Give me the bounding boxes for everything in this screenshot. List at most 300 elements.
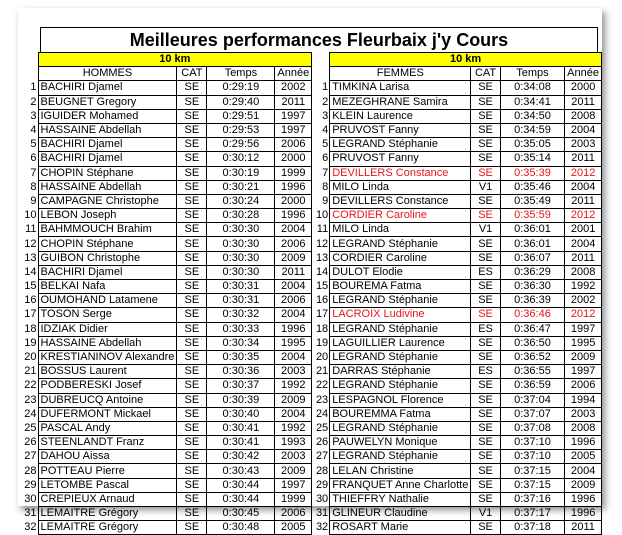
time-cell: 0:36:50 [500,336,564,350]
name-cell: BELKAI Nafa [38,280,177,294]
cat-cell: SE [471,152,500,166]
cat-cell: SE [471,95,500,109]
header-femmes: FEMMES [330,67,471,81]
name-cell: LEBON Joseph [38,209,177,223]
rank-cell: 3 [30,109,37,122]
cat-cell: SE [177,109,207,123]
name-cell: CORDIER Caroline [330,209,471,223]
cat-cell: SE [177,421,207,435]
table-row [22,421,312,435]
time-cell: 0:36:59 [500,379,564,393]
table-row [22,194,312,208]
cat-cell: SE [177,237,207,251]
table-row [314,109,602,123]
rank-cell: 6 [322,152,329,165]
name-cell: LETOMBE Pascal [38,478,177,492]
name-cell: IDZIAK Didier [38,322,177,336]
rank-cell: 16 [315,294,329,307]
cat-cell: SE [177,194,207,208]
rank-cell: 15 [315,280,329,293]
cat-cell: SE [471,464,500,478]
cat-cell: SE [177,379,207,393]
table-row [22,379,312,393]
table-row [22,209,312,223]
name-cell: MILO Linda [330,223,471,237]
cat-cell: SE [471,379,500,393]
time-cell: 0:35:49 [500,194,564,208]
year-cell: 2011 [565,251,602,265]
rank-cell: 23 [315,393,329,406]
rank-cell: 26 [315,436,329,449]
time-cell: 0:30:43 [207,464,275,478]
table-row [314,507,602,521]
name-cell: CORDIER Caroline [330,251,471,265]
rank-cell: 21 [315,365,329,378]
year-cell: 2000 [275,194,312,208]
year-cell: 2004 [275,350,312,364]
year-cell: 1995 [565,336,602,350]
rank-cell: 12 [315,237,329,250]
name-cell: BOUREMA Fatma [330,280,471,294]
time-cell: 0:30:41 [207,421,275,435]
name-cell: PAUWELYN Monique [330,436,471,450]
rank-cell: 4 [30,124,37,137]
name-cell: BACHIRI Djamel [38,138,177,152]
table-row [314,294,602,308]
time-cell: 0:30:12 [207,152,275,166]
year-cell: 2000 [565,81,602,95]
rank-cell: 2 [30,95,37,108]
header-annee: Année [275,67,312,81]
time-cell: 0:36:52 [500,350,564,364]
year-cell: 2011 [565,95,602,109]
time-cell: 0:30:30 [207,237,275,251]
table-row [314,81,602,95]
year-cell: 1996 [275,209,312,223]
cat-cell: SE [177,209,207,223]
year-cell: 1997 [275,109,312,123]
rank-cell: 4 [322,124,329,137]
rank-cell: 24 [315,407,329,420]
rank-cell: 29 [24,478,37,491]
cat-cell: SE [177,350,207,364]
cat-cell: SE [471,407,500,421]
table-row [22,336,312,350]
table-row [22,521,312,535]
name-cell: HASSAINE Abdellah [38,336,177,350]
name-cell: BOUREMMA Fatma [330,407,471,421]
time-cell: 0:34:08 [500,81,564,95]
cat-cell: SE [177,166,207,180]
name-cell: DEVILLERS Constance [330,194,471,208]
time-cell: 0:36:30 [500,280,564,294]
header-hommes: HOMMES [38,67,177,81]
cat-cell: V1 [471,180,500,194]
cat-cell: SE [177,138,207,152]
time-cell: 0:30:28 [207,209,275,223]
rank-cell: 31 [315,507,329,520]
name-cell: BEUGNET Gregory [38,95,177,109]
time-cell: 0:30:31 [207,294,275,308]
rank-cell: 23 [24,393,37,406]
time-cell: 0:30:37 [207,379,275,393]
year-cell: 2012 [565,209,602,223]
rank-cell: 8 [30,180,37,193]
time-cell: 0:36:01 [500,237,564,251]
year-cell: 2004 [275,280,312,294]
rank-cell: 5 [30,138,37,151]
time-cell: 0:37:07 [500,407,564,421]
rank-cell: 1 [322,81,329,94]
rank-cell: 14 [24,265,37,278]
rank-cell: 13 [315,251,329,264]
name-cell: LEGRAND Stéphanie [330,379,471,393]
name-cell: LAGUILLIER Laurence [330,336,471,350]
year-cell: 2004 [565,464,602,478]
rank-cell: 20 [315,351,329,364]
time-cell: 0:30:31 [207,280,275,294]
time-cell: 0:29:56 [207,138,275,152]
table-row [314,152,602,166]
table-row [314,194,602,208]
name-cell: MILO Linda [330,180,471,194]
cat-cell: SE [177,407,207,421]
time-cell: 0:30:44 [207,478,275,492]
cat-cell: SE [177,95,207,109]
name-cell: GUIBON Christophe [38,251,177,265]
header-cat: CAT [177,67,207,81]
cat-cell: SE [177,492,207,506]
rank-cell: 30 [24,492,37,505]
time-cell: 0:30:32 [207,308,275,322]
rank-cell: 17 [24,308,37,321]
header-temps: Temps [207,67,275,81]
header-temps: Temps [500,67,564,81]
rank-cell: 32 [24,521,37,534]
cat-cell: SE [471,478,500,492]
year-cell: 1996 [275,180,312,194]
rank-cell: 10 [24,209,37,222]
time-cell: 0:30:45 [207,507,275,521]
cat-cell: SE [471,166,500,180]
rank-cell: 19 [24,336,37,349]
time-cell: 0:36:55 [500,365,564,379]
rank-cell: 11 [316,223,329,236]
name-cell: HASSAINE Abdellah [38,123,177,137]
rank-cell: 16 [24,294,37,307]
cat-cell: SE [177,81,207,95]
rank-cell: 29 [315,478,329,491]
year-cell: 2006 [275,294,312,308]
femmes-table [314,52,602,535]
year-cell: 1997 [275,478,312,492]
cat-cell: SE [177,180,207,194]
name-cell: HASSAINE Abdellah [38,180,177,194]
time-cell: 0:36:29 [500,265,564,279]
cat-cell: SE [471,492,500,506]
cat-cell: SE [471,336,500,350]
year-cell: 2004 [275,407,312,421]
rank-cell: 27 [315,450,329,463]
table-row [314,421,602,435]
year-cell: 2002 [275,81,312,95]
table-row [22,450,312,464]
table-row [22,180,312,194]
cat-cell: SE [177,336,207,350]
year-cell: 2006 [275,507,312,521]
year-cell: 1996 [565,436,602,450]
name-cell: BOSSUS Laurent [38,365,177,379]
name-cell: LEGRAND Stéphanie [330,294,471,308]
name-cell: BAHMMOUCH Brahim [38,223,177,237]
cat-cell: SE [471,123,500,137]
rank-cell: 9 [322,194,329,207]
page-title: Meilleures performances Fleurbaix j'y Cours [40,27,598,52]
cat-cell: ES [471,265,500,279]
year-cell: 1995 [275,336,312,350]
time-cell: 0:30:24 [207,194,275,208]
name-cell: DARRAS Stéphanie [330,365,471,379]
cat-cell: SE [177,521,207,535]
cat-cell: SE [177,436,207,450]
name-cell: BACHIRI Djamel [38,81,177,95]
time-cell: 0:37:10 [500,436,564,450]
rank-cell: 13 [24,251,37,264]
cat-cell: SE [471,251,500,265]
name-cell: PRUVOST Fanny [330,152,471,166]
year-cell: 2006 [275,138,312,152]
cat-cell: SE [471,350,500,364]
name-cell: KLEIN Laurence [330,109,471,123]
name-cell: CREPIEUX Arnaud [38,492,177,506]
rank-cell: 25 [24,421,37,434]
table-row [22,280,312,294]
year-cell: 1996 [565,507,602,521]
time-cell: 0:29:53 [207,123,275,137]
name-cell: LELAN Christine [330,464,471,478]
name-cell: PODBERESKI Josef [38,379,177,393]
name-cell: POTTEAU Pierre [38,464,177,478]
time-cell: 0:37:17 [500,507,564,521]
name-cell: TIMKINA Larisa [330,81,471,95]
year-cell: 1997 [565,322,602,336]
rank-cell: 24 [24,407,37,420]
cat-cell: SE [471,436,500,450]
year-cell: 1999 [275,166,312,180]
cat-cell: SE [177,280,207,294]
hommes-distance-label: 10 km [38,53,312,67]
year-cell: 2011 [565,194,602,208]
name-cell: IGUIDER Mohamed [38,109,177,123]
time-cell: 0:36:07 [500,251,564,265]
year-cell: 1992 [275,421,312,435]
name-cell: OUMOHAND Latamene [38,294,177,308]
header-annee: Année [565,67,602,81]
time-cell: 0:30:30 [207,251,275,265]
year-cell: 2012 [565,308,602,322]
time-cell: 0:34:50 [500,109,564,123]
femmes-header-row [314,67,602,81]
table-row [314,123,602,137]
hommes-table [22,52,312,535]
table-row [314,308,602,322]
name-cell: KRESTIANINOV Alexandre [38,350,177,364]
table-row [314,450,602,464]
year-cell: 2002 [565,294,602,308]
name-cell: DAHOU Aissa [38,450,177,464]
name-cell: LEMAITRE Grégory [38,521,177,535]
name-cell: LEGRAND Stéphanie [330,237,471,251]
time-cell: 0:30:42 [207,450,275,464]
name-cell: CHOPIN Stéphane [38,166,177,180]
time-cell: 0:37:15 [500,478,564,492]
table-row [314,492,602,506]
year-cell: 2011 [565,152,602,166]
cat-cell: SE [471,81,500,95]
year-cell: 2011 [275,265,312,279]
time-cell: 0:29:40 [207,95,275,109]
rank-cell: 11 [25,223,37,236]
rank-cell: 7 [322,166,329,179]
rank-cell: 27 [24,450,37,463]
table-row [314,223,602,237]
rank-cell: 28 [24,464,37,477]
name-cell: LEGRAND Stéphanie [330,322,471,336]
time-cell: 0:30:40 [207,407,275,421]
name-cell: DULOT Elodie [330,265,471,279]
table-row [314,521,602,535]
table-row [314,95,602,109]
cat-cell: ES [471,365,500,379]
year-cell: 2008 [565,421,602,435]
table-row [314,407,602,421]
table-row [22,478,312,492]
cat-cell: SE [177,123,207,137]
cat-cell: SE [177,393,207,407]
rank-cell: 17 [315,308,329,321]
year-cell: 2009 [275,393,312,407]
name-cell: DUBREUCQ Antoine [38,393,177,407]
table-row [314,393,602,407]
time-cell: 0:35:39 [500,166,564,180]
time-cell: 0:34:59 [500,123,564,137]
table-row [22,492,312,506]
document-frame [18,8,602,534]
table-row [22,350,312,364]
time-cell: 0:37:16 [500,492,564,506]
year-cell: 2004 [565,180,602,194]
cat-cell: SE [177,265,207,279]
year-cell: 2009 [565,350,602,364]
table-row [314,365,602,379]
name-cell: GLINEUR Claudine [330,507,471,521]
rank-cell: 26 [24,436,37,449]
table-row [314,138,602,152]
year-cell: 1992 [275,379,312,393]
cat-cell: SE [471,194,500,208]
rank-cell: 19 [315,336,329,349]
year-cell: 2011 [565,521,602,535]
name-cell: MEZEGHRANE Samira [330,95,471,109]
cat-cell: SE [471,138,500,152]
table-row [22,237,312,251]
time-cell: 0:30:44 [207,492,275,506]
rank-cell: 2 [322,95,329,108]
rank-cell: 31 [24,507,37,520]
name-cell: LEMAITRE Grégory [38,507,177,521]
name-cell: TOSON Serge [38,308,177,322]
year-cell: 2003 [565,407,602,421]
name-cell: LESPAGNOL Florence [330,393,471,407]
time-cell: 0:30:21 [207,180,275,194]
year-cell: 1996 [565,492,602,506]
cat-cell: SE [177,308,207,322]
cat-cell: SE [471,209,500,223]
cat-cell: SE [471,294,500,308]
name-cell: BACHIRI Djamel [38,152,177,166]
cat-cell: SE [471,521,500,535]
year-cell: 2004 [275,308,312,322]
time-cell: 0:37:18 [500,521,564,535]
cat-cell: V1 [471,223,500,237]
table-row [314,478,602,492]
time-cell: 0:35:46 [500,180,564,194]
table-row [22,95,312,109]
time-cell: 0:29:19 [207,81,275,95]
year-cell: 1996 [275,322,312,336]
year-cell: 1999 [275,492,312,506]
rank-cell: 22 [24,379,37,392]
hommes-header-row [22,67,312,81]
rank-cell: 18 [315,322,329,335]
time-cell: 0:36:46 [500,308,564,322]
table-row [22,294,312,308]
time-cell: 0:35:14 [500,152,564,166]
time-cell: 0:36:39 [500,294,564,308]
time-cell: 0:30:35 [207,350,275,364]
year-cell: 2008 [565,265,602,279]
year-cell: 2003 [275,450,312,464]
cat-cell: SE [471,421,500,435]
year-cell: 2009 [275,251,312,265]
year-cell: 2003 [275,365,312,379]
year-cell: 1993 [275,436,312,450]
cat-cell: SE [177,251,207,265]
rank-cell: 20 [24,351,37,364]
table-row [314,251,602,265]
time-cell: 0:34:41 [500,95,564,109]
cat-cell: SE [471,450,500,464]
year-cell: 2006 [565,379,602,393]
year-cell: 2003 [565,138,602,152]
year-cell: 2008 [565,109,602,123]
name-cell: ROSART Marie [330,521,471,535]
table-row [314,322,602,336]
rank-cell: 9 [30,194,37,207]
table-row [22,152,312,166]
table-row [22,308,312,322]
table-row [314,280,602,294]
femmes-distance-banner [314,53,602,67]
year-cell: 2004 [275,223,312,237]
name-cell: THIEFFRY Nathalie [330,492,471,506]
rank-cell: 10 [315,209,329,222]
cat-cell: SE [177,152,207,166]
rank-cell: 6 [30,152,37,165]
table-row [22,123,312,137]
rank-cell: 18 [24,322,37,335]
rank-cell: 1 [30,81,37,94]
